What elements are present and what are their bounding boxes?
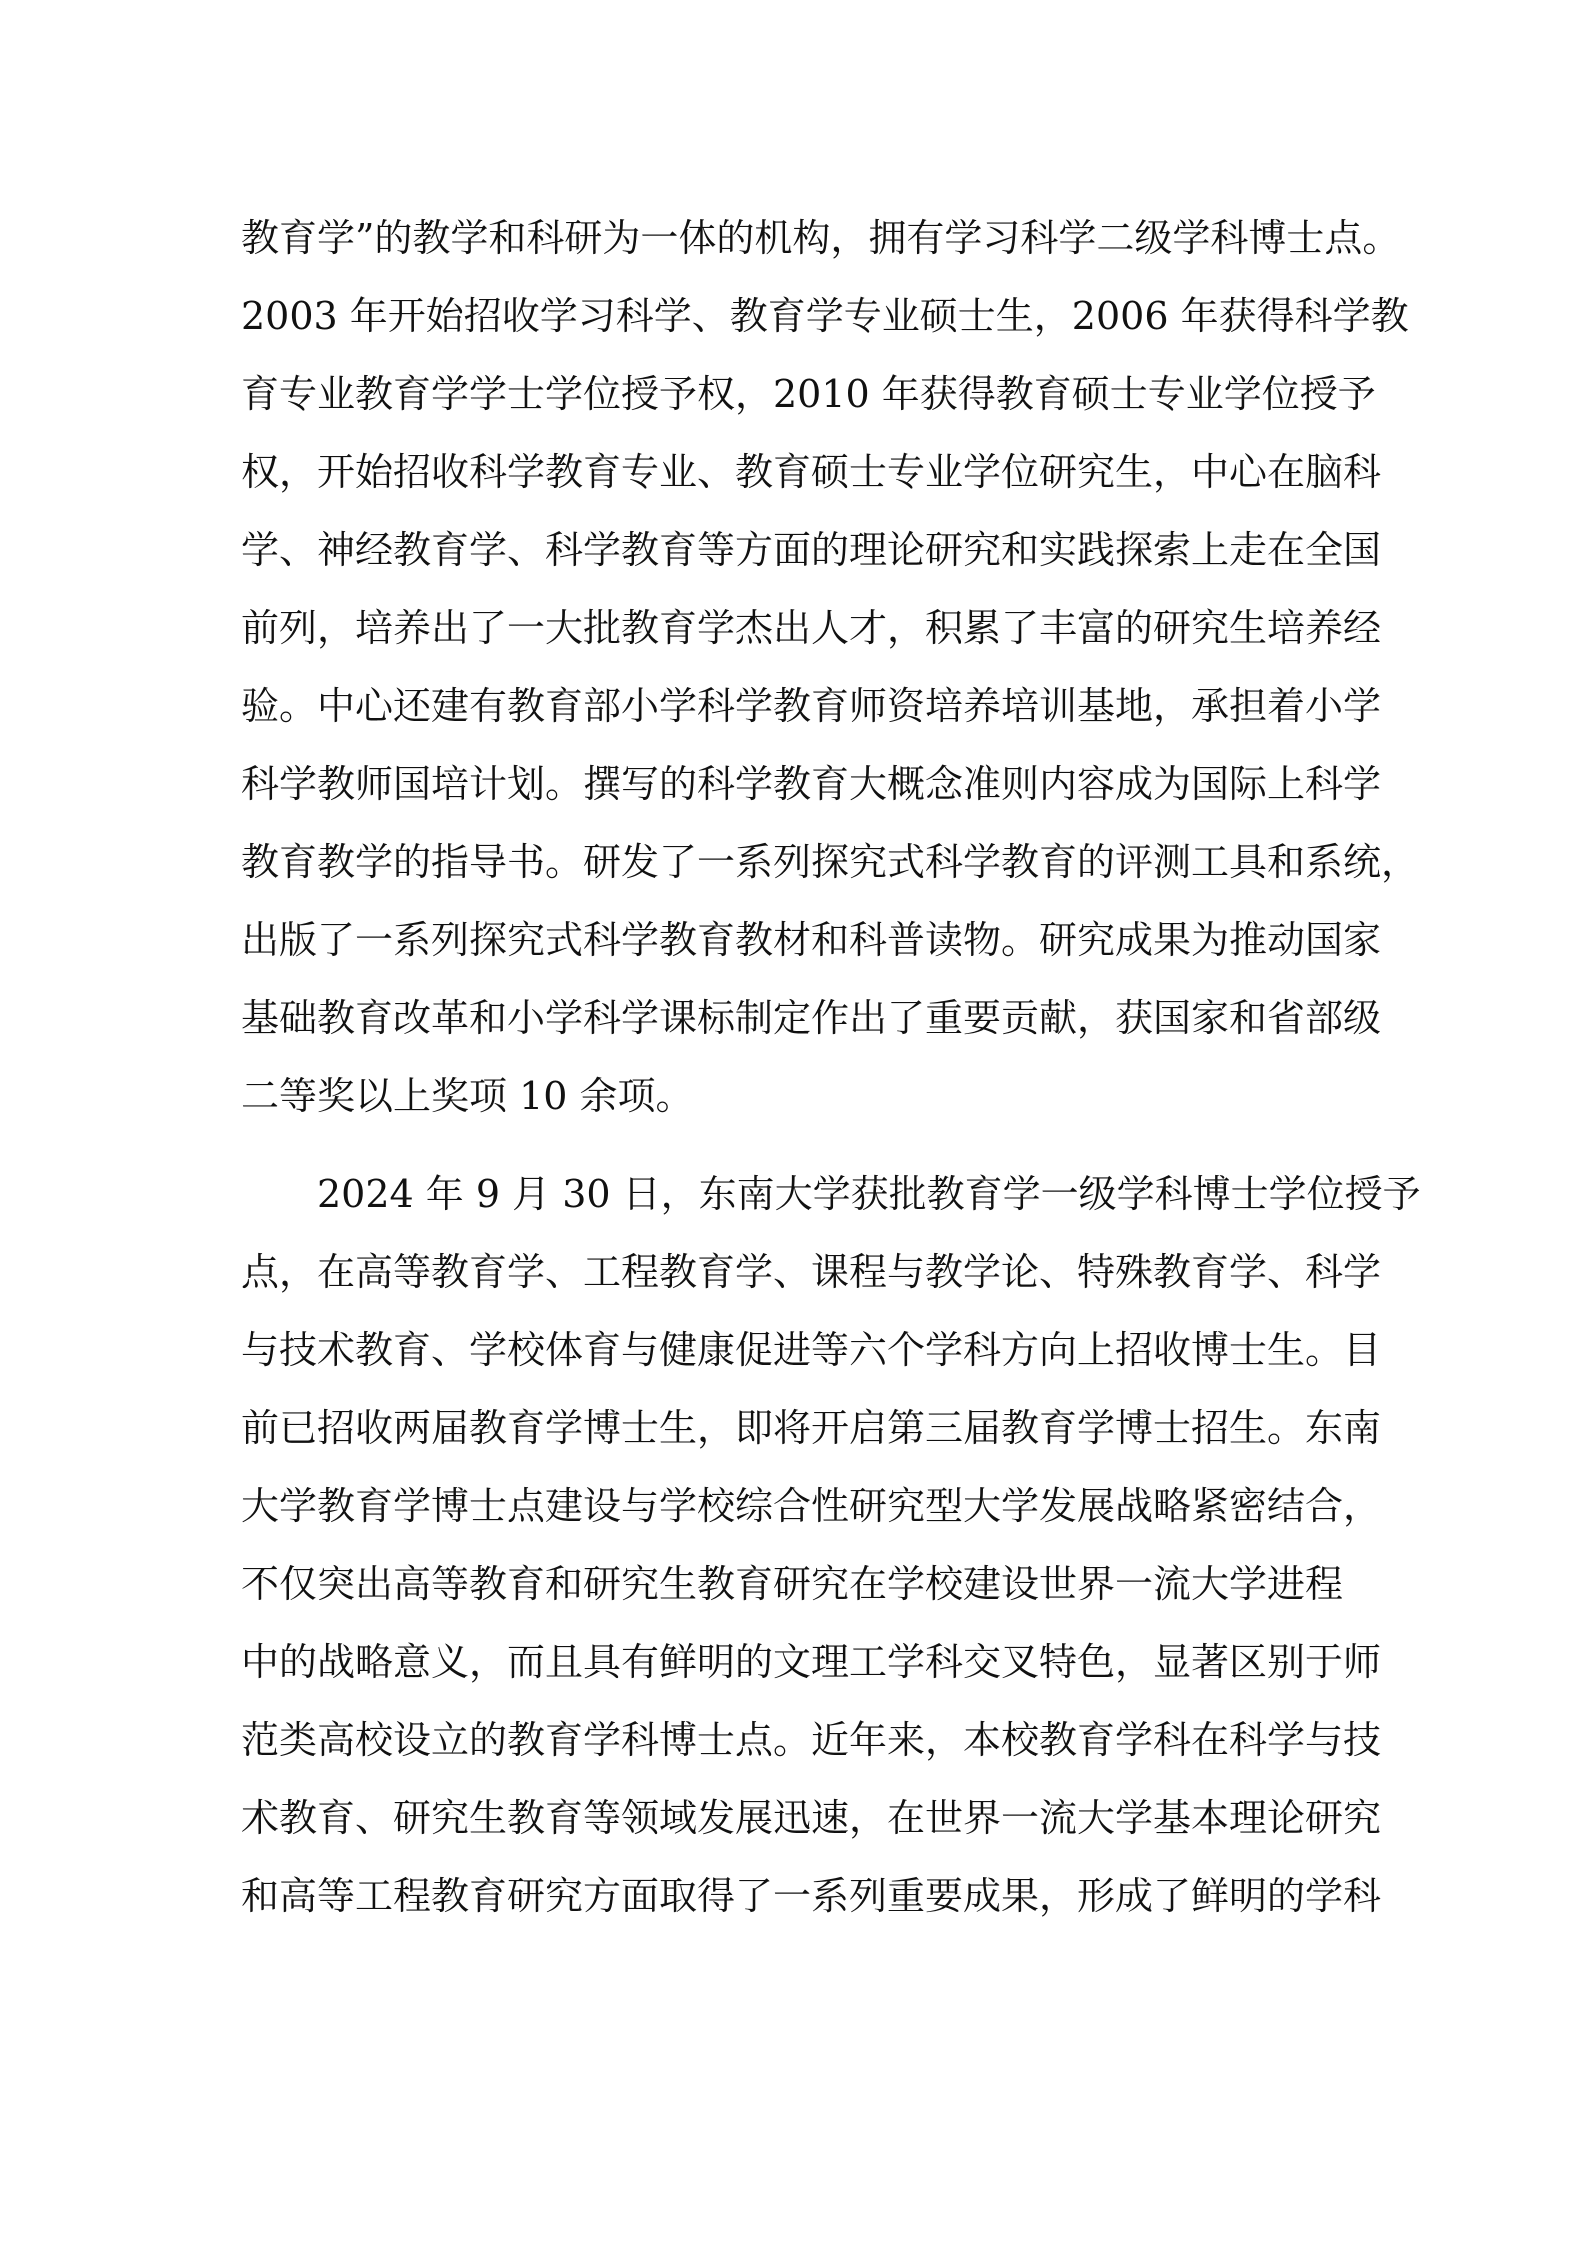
- text-line-14: 点，在高等教育学、工程教育学、课程与教学论、特殊教育学、科学: [241, 1250, 1382, 1294]
- text-line-4: 权，开始招收科学教育专业、教育硕士专业学位研究生，中心在脑科: [241, 450, 1382, 494]
- text-line-2: 2003 年开始招收学习科学、教育学专业硕士生，2006 年获得科学教: [241, 294, 1409, 338]
- text-line-12: 二等奖以上奖项 10 余项。: [241, 1074, 694, 1118]
- text-line-17: 大学教育学博士点建设与学校综合性研究型大学发展战略紧密结合，: [241, 1484, 1382, 1528]
- text-line-8: 科学教师国培计划。撰写的科学教育大概念准则内容成为国际上科学: [241, 762, 1382, 806]
- text-line-21: 术教育、研究生教育等领域发展迅速，在世界一流大学基本理论研究: [241, 1796, 1382, 1840]
- text-line-16: 前已招收两届教育学博士生，即将开启第三届教育学博士招生。东南: [241, 1406, 1382, 1450]
- text-line-19: 中的战略意义，而且具有鲜明的文理工学科交叉特色，显著区别于师: [241, 1640, 1382, 1684]
- text-line-6: 前列，培养出了一大批教育学杰出人才，积累了丰富的研究生培养经: [241, 606, 1382, 650]
- text-line-22: 和高等工程教育研究方面取得了一系列重要成果，形成了鲜明的学科: [241, 1874, 1382, 1918]
- text-line-15: 与技术教育、学校体育与健康促进等六个学科方向上招收博士生。目: [241, 1328, 1382, 1372]
- text-line-1: 教育学”的教学和科研为一体的机构，拥有学习科学二级学科博士点。: [241, 216, 1401, 260]
- text-line-3: 育专业教育学学士学位授予权，2010 年获得教育硕士专业学位授予: [241, 372, 1376, 416]
- text-line-7: 验。中心还建有教育部小学科学教育师资培养培训基地，承担着小学: [241, 684, 1382, 728]
- text-line-20: 范类高校设立的教育学科博士点。近年来，本校教育学科在科学与技: [241, 1718, 1382, 1762]
- text-line-9: 教育教学的指导书。研发了一系列探究式科学教育的评测工具和系统，: [241, 840, 1420, 884]
- text-line-5: 学、神经教育学、科学教育等方面的理论研究和实践探索上走在全国: [241, 528, 1382, 572]
- text-line-10: 出版了一系列探究式科学教育教材和科普读物。研究成果为推动国家: [241, 918, 1382, 962]
- text-line-18: 不仅突出高等教育和研究生教育研究在学校建设世界一流大学进程: [241, 1562, 1344, 1606]
- paragraph-2-first-line: 2024 年 9 月 30 日，东南大学获批教育学一级学科博士学位授予: [317, 1172, 1421, 1216]
- text-line-11: 基础教育改革和小学科学课标制定作出了重要贡献，获国家和省部级: [241, 996, 1382, 1040]
